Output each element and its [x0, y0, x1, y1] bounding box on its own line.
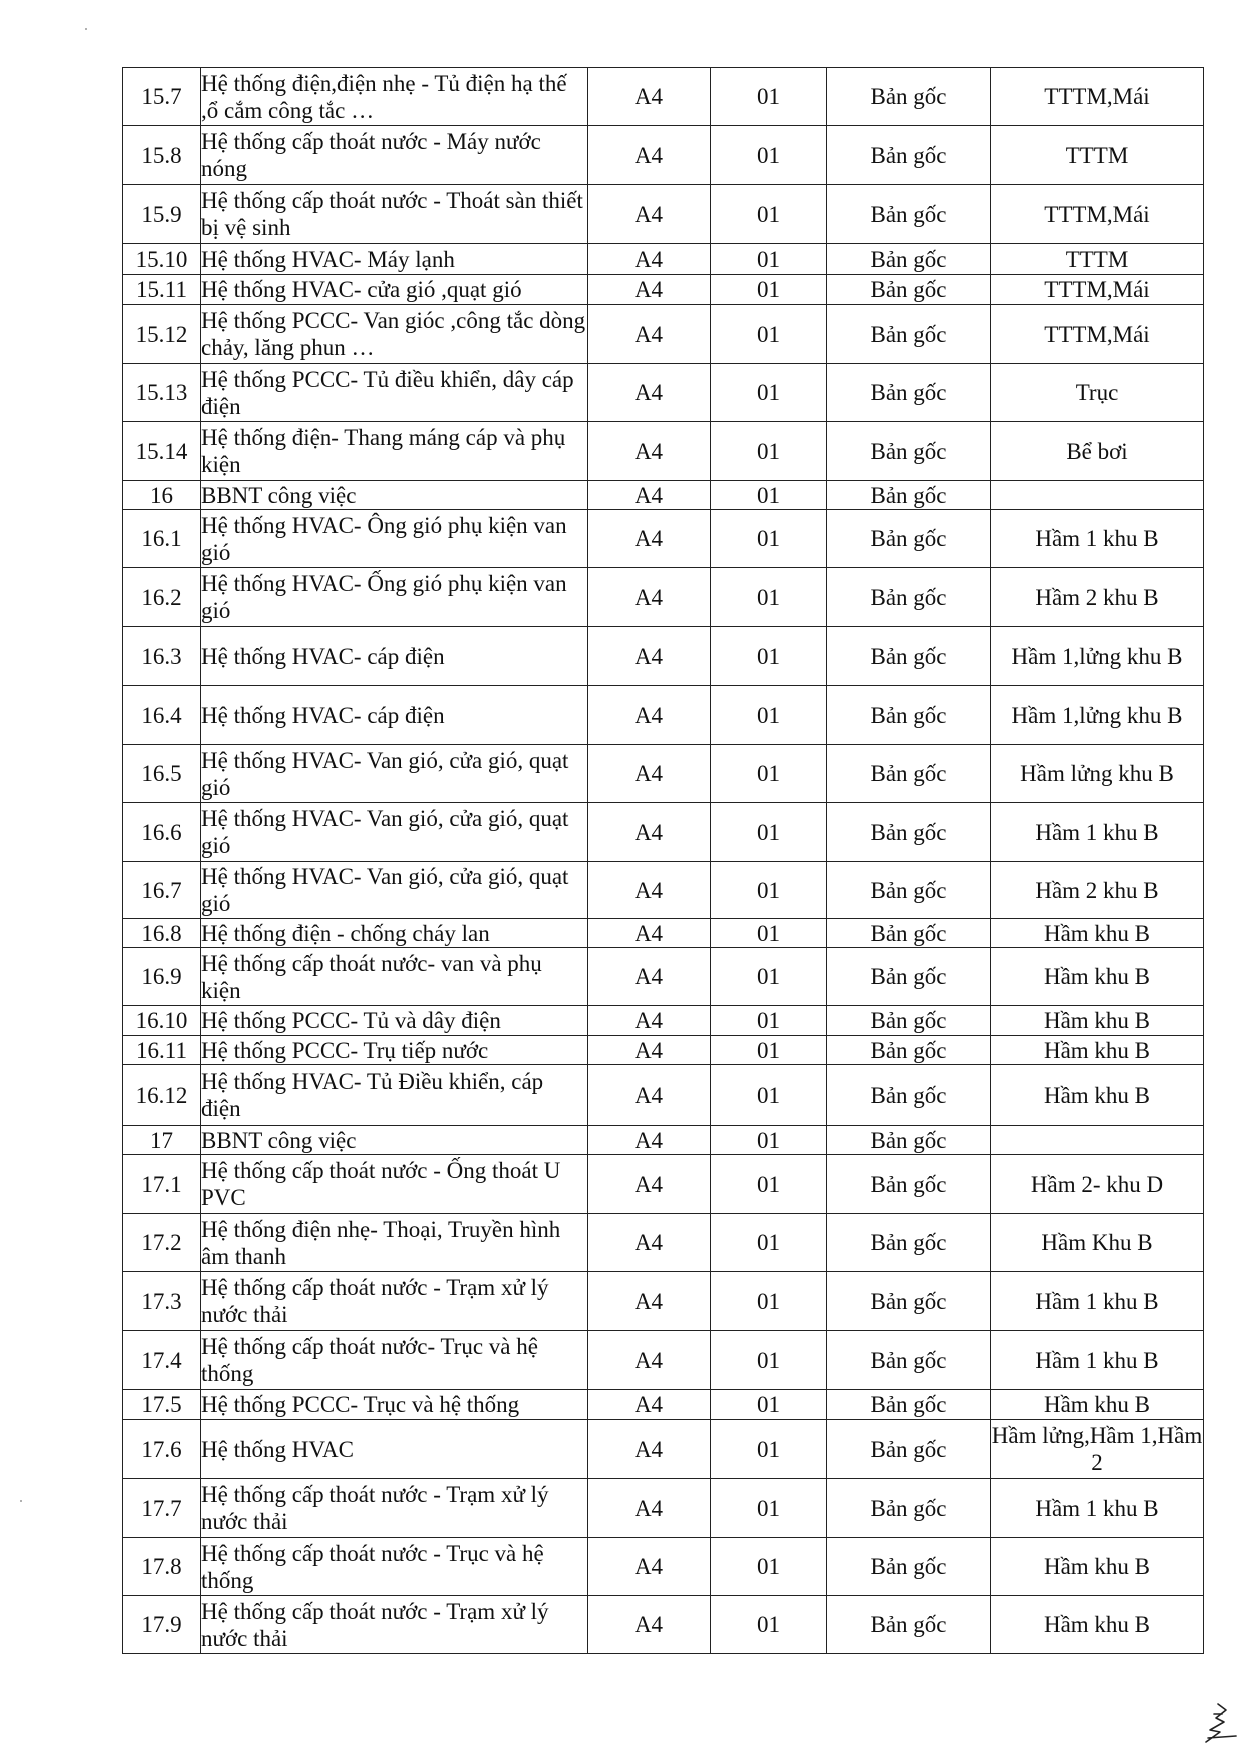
row-description-cell: Hệ thống HVAC- Tủ Điều khiển, cáp điện: [201, 1065, 588, 1126]
row-number-cell: 17.5: [123, 1390, 201, 1420]
table-row: [123, 919, 1204, 948]
row-description-cell: Hệ thống HVAC: [201, 1420, 588, 1479]
table-row: [123, 1006, 1204, 1036]
table-row: [123, 862, 1204, 919]
table-row: [123, 1126, 1204, 1155]
quantity-cell: 01: [711, 803, 827, 862]
quantity-cell: 01: [711, 1596, 827, 1654]
row-number-cell: 17.6: [123, 1420, 201, 1479]
quantity-cell: 01: [711, 568, 827, 627]
quantity-cell: 01: [711, 1538, 827, 1596]
scan-speck: [85, 28, 87, 30]
row-description-cell: BBNT công việc: [201, 1126, 588, 1155]
document-type-cell: Bản gốc: [827, 1331, 991, 1390]
quantity-cell: 01: [711, 686, 827, 745]
paper-size-cell: A4: [588, 244, 711, 275]
row-description-cell: Hệ thống HVAC- Ông gió phụ kiện van gió: [201, 510, 588, 568]
document-type-cell: Bản gốc: [827, 862, 991, 919]
row-description-cell: Hệ thống HVAC- Máy lạnh: [201, 244, 588, 275]
row-number-cell: 16: [123, 481, 201, 510]
location-cell: Hầm khu B: [991, 1538, 1204, 1596]
location-cell: TTTM,Mái: [991, 68, 1204, 126]
document-type-cell: Bản gốc: [827, 948, 991, 1006]
table-row: [123, 364, 1204, 422]
paper-size-cell: A4: [588, 305, 711, 364]
location-cell: Trục: [991, 364, 1204, 422]
quantity-cell: 01: [711, 244, 827, 275]
document-type-cell: Bản gốc: [827, 1479, 991, 1538]
location-cell: Hầm 2 khu B: [991, 568, 1204, 627]
document-type-cell: Bản gốc: [827, 686, 991, 745]
location-cell: TTTM,Mái: [991, 305, 1204, 364]
row-description-cell: Hệ thống PCCC- Tủ điều khiển, dây cáp điện: [201, 364, 588, 422]
quantity-cell: 01: [711, 126, 827, 185]
paper-size-cell: A4: [588, 745, 711, 803]
document-type-cell: Bản gốc: [827, 568, 991, 627]
row-number-cell: 15.11: [123, 275, 201, 305]
location-cell: TTTM,Mái: [991, 185, 1204, 244]
document-type-cell: Bản gốc: [827, 126, 991, 185]
row-description-cell: Hệ thống cấp thoát nước - Trạm xử lý nước thải: [201, 1479, 588, 1538]
row-number-cell: 17.9: [123, 1596, 201, 1654]
paper-size-cell: A4: [588, 862, 711, 919]
row-number-cell: 16.9: [123, 948, 201, 1006]
location-cell: TTTM: [991, 126, 1204, 185]
location-cell: Hầm 1,lửng khu B: [991, 686, 1204, 745]
row-number-cell: 17.1: [123, 1155, 201, 1214]
document-type-cell: Bản gốc: [827, 627, 991, 686]
document-type-cell: Bản gốc: [827, 510, 991, 568]
document-type-cell: Bản gốc: [827, 1538, 991, 1596]
row-description-cell: Hệ thống cấp thoát nước - Trạm xử lý nước thải: [201, 1272, 588, 1331]
table-row: [123, 686, 1204, 745]
quantity-cell: 01: [711, 1065, 827, 1126]
location-cell: Hầm khu B: [991, 1036, 1204, 1065]
row-number-cell: 16.6: [123, 803, 201, 862]
table-row: [123, 568, 1204, 627]
quantity-cell: 01: [711, 185, 827, 244]
row-number-cell: 16.7: [123, 862, 201, 919]
paper-size-cell: A4: [588, 627, 711, 686]
row-description-cell: Hệ thống điện,điện nhẹ - Tủ điện hạ thế ,ổ cắm công tắc …: [201, 68, 588, 126]
row-description-cell: Hệ thống cấp thoát nước - Trục và hệ thống: [201, 1538, 588, 1596]
row-description-cell: Hệ thống điện - chống cháy lan: [201, 919, 588, 948]
table-row: [123, 948, 1204, 1006]
table-row: [123, 1420, 1204, 1479]
document-type-cell: Bản gốc: [827, 305, 991, 364]
quantity-cell: 01: [711, 1006, 827, 1036]
row-description-cell: Hệ thống PCCC- Van gióc ,công tắc dòng chảy, lăng phun …: [201, 305, 588, 364]
row-number-cell: 15.14: [123, 422, 201, 481]
paper-size-cell: A4: [588, 126, 711, 185]
table-row: [123, 244, 1204, 275]
document-type-cell: Bản gốc: [827, 745, 991, 803]
location-cell: Hầm 2 khu B: [991, 862, 1204, 919]
quantity-cell: 01: [711, 948, 827, 1006]
document-type-cell: Bản gốc: [827, 803, 991, 862]
row-description-cell: Hệ thống PCCC- Tủ và dây điện: [201, 1006, 588, 1036]
row-number-cell: 17.8: [123, 1538, 201, 1596]
row-description-cell: Hệ thống cấp thoát nước- van và phụ kiện: [201, 948, 588, 1006]
table-row: [123, 422, 1204, 481]
table-row: [123, 1390, 1204, 1420]
paper-size-cell: A4: [588, 1155, 711, 1214]
location-cell: TTTM,Mái: [991, 275, 1204, 305]
row-description-cell: Hệ thống cấp thoát nước - Trạm xử lý nước thải: [201, 1596, 588, 1654]
row-number-cell: 17.2: [123, 1214, 201, 1272]
location-cell: Hầm 1 khu B: [991, 510, 1204, 568]
paper-size-cell: A4: [588, 364, 711, 422]
quantity-cell: 01: [711, 1390, 827, 1420]
row-number-cell: 16.4: [123, 686, 201, 745]
document-type-cell: Bản gốc: [827, 364, 991, 422]
table-row: [123, 1065, 1204, 1126]
quantity-cell: 01: [711, 745, 827, 803]
paper-size-cell: A4: [588, 1331, 711, 1390]
row-number-cell: 16.11: [123, 1036, 201, 1065]
row-number-cell: 17.4: [123, 1331, 201, 1390]
document-type-cell: Bản gốc: [827, 275, 991, 305]
paper-size-cell: A4: [588, 1126, 711, 1155]
document-type-cell: Bản gốc: [827, 1420, 991, 1479]
table-row: [123, 627, 1204, 686]
table-row: [123, 305, 1204, 364]
quantity-cell: 01: [711, 1420, 827, 1479]
paper-size-cell: A4: [588, 1272, 711, 1331]
row-description-cell: Hệ thống PCCC- Trục và hệ thống: [201, 1390, 588, 1420]
location-cell: Hầm khu B: [991, 948, 1204, 1006]
location-cell: Hầm 1 khu B: [991, 1331, 1204, 1390]
row-description-cell: Hệ thống cấp thoát nước - Thoát sàn thiết bị vệ sinh: [201, 185, 588, 244]
paper-size-cell: A4: [588, 1420, 711, 1479]
document-type-cell: Bản gốc: [827, 1390, 991, 1420]
row-number-cell: 16.10: [123, 1006, 201, 1036]
location-cell: Hầm lửng,Hầm 1,Hầm 2: [991, 1420, 1204, 1479]
paper-size-cell: A4: [588, 1006, 711, 1036]
document-type-cell: Bản gốc: [827, 919, 991, 948]
row-number-cell: 16.2: [123, 568, 201, 627]
quantity-cell: 01: [711, 1272, 827, 1331]
row-number-cell: 16.12: [123, 1065, 201, 1126]
paper-size-cell: A4: [588, 1065, 711, 1126]
paper-size-cell: A4: [588, 510, 711, 568]
location-cell: Hầm 1 khu B: [991, 1272, 1204, 1331]
table-row: [123, 275, 1204, 305]
quantity-cell: 01: [711, 1331, 827, 1390]
location-cell: Hầm 1 khu B: [991, 1479, 1204, 1538]
document-type-cell: Bản gốc: [827, 1596, 991, 1654]
document-type-cell: Bản gốc: [827, 185, 991, 244]
document-type-cell: Bản gốc: [827, 1126, 991, 1155]
paper-size-cell: A4: [588, 1479, 711, 1538]
table-row: [123, 1479, 1204, 1538]
document-type-cell: Bản gốc: [827, 1006, 991, 1036]
table-row: [123, 1272, 1204, 1331]
paper-size-cell: A4: [588, 275, 711, 305]
table-row: [123, 1331, 1204, 1390]
table-row: [123, 510, 1204, 568]
row-number-cell: 16.8: [123, 919, 201, 948]
row-number-cell: 15.13: [123, 364, 201, 422]
row-number-cell: 17.3: [123, 1272, 201, 1331]
document-type-cell: Bản gốc: [827, 422, 991, 481]
paper-size-cell: A4: [588, 568, 711, 627]
row-number-cell: 17.7: [123, 1479, 201, 1538]
paper-size-cell: A4: [588, 1036, 711, 1065]
paper-size-cell: A4: [588, 422, 711, 481]
quantity-cell: 01: [711, 919, 827, 948]
table-row: [123, 803, 1204, 862]
document-type-cell: Bản gốc: [827, 1036, 991, 1065]
table-row: [123, 1596, 1204, 1654]
row-description-cell: Hệ thống điện nhẹ- Thoại, Truyền hình âm thanh: [201, 1214, 588, 1272]
signature-icon: [1196, 1700, 1240, 1744]
row-description-cell: Hệ thống HVAC- Van gió, cửa gió, quạt gió: [201, 803, 588, 862]
quantity-cell: 01: [711, 422, 827, 481]
row-number-cell: 15.9: [123, 185, 201, 244]
paper-size-cell: A4: [588, 185, 711, 244]
document-type-cell: Bản gốc: [827, 68, 991, 126]
document-type-cell: Bản gốc: [827, 244, 991, 275]
document-type-cell: Bản gốc: [827, 1065, 991, 1126]
row-description-cell: Hệ thống HVAC- cáp điện: [201, 627, 588, 686]
paper-size-cell: A4: [588, 686, 711, 745]
location-cell: Hầm Khu B: [991, 1214, 1204, 1272]
row-description-cell: Hệ thống HVAC- cửa gió ,quạt gió: [201, 275, 588, 305]
quantity-cell: 01: [711, 1214, 827, 1272]
quantity-cell: 01: [711, 627, 827, 686]
paper-size-cell: A4: [588, 1390, 711, 1420]
location-cell: Hầm 1 khu B: [991, 803, 1204, 862]
document-type-cell: Bản gốc: [827, 1272, 991, 1331]
location-cell: Hầm 2- khu D: [991, 1155, 1204, 1214]
location-cell: Hầm khu B: [991, 919, 1204, 948]
table-row: [123, 1538, 1204, 1596]
quantity-cell: 01: [711, 510, 827, 568]
location-cell: Hầm khu B: [991, 1006, 1204, 1036]
document-table: [122, 67, 1204, 1654]
quantity-cell: 01: [711, 481, 827, 510]
quantity-cell: 01: [711, 1155, 827, 1214]
row-description-cell: Hệ thống HVAC- Ống gió phụ kiện van gió: [201, 568, 588, 627]
location-cell: [991, 1126, 1204, 1155]
document-type-cell: Bản gốc: [827, 1155, 991, 1214]
scan-speck: [20, 1500, 22, 1502]
paper-size-cell: A4: [588, 803, 711, 862]
quantity-cell: 01: [711, 305, 827, 364]
location-cell: TTTM: [991, 244, 1204, 275]
paper-size-cell: A4: [588, 948, 711, 1006]
paper-size-cell: A4: [588, 919, 711, 948]
table-row: [123, 68, 1204, 126]
table-row: [123, 126, 1204, 185]
row-description-cell: Hệ thống HVAC- Van gió, cửa gió, quạt gió: [201, 745, 588, 803]
row-number-cell: 15.12: [123, 305, 201, 364]
quantity-cell: 01: [711, 68, 827, 126]
row-description-cell: Hệ thống HVAC- cáp điện: [201, 686, 588, 745]
quantity-cell: 01: [711, 1126, 827, 1155]
location-cell: Hầm khu B: [991, 1065, 1204, 1126]
location-cell: Hầm khu B: [991, 1390, 1204, 1420]
row-description-cell: Hệ thống cấp thoát nước - Ống thoát U PVC: [201, 1155, 588, 1214]
row-number-cell: 17: [123, 1126, 201, 1155]
table-row: [123, 1155, 1204, 1214]
table-row: [123, 1036, 1204, 1065]
row-description-cell: Hệ thống cấp thoát nước - Máy nước nóng: [201, 126, 588, 185]
row-number-cell: 16.5: [123, 745, 201, 803]
quantity-cell: 01: [711, 275, 827, 305]
paper-size-cell: A4: [588, 1596, 711, 1654]
document-type-cell: Bản gốc: [827, 481, 991, 510]
quantity-cell: 01: [711, 364, 827, 422]
row-number-cell: 15.10: [123, 244, 201, 275]
table-row: [123, 745, 1204, 803]
location-cell: Hầm khu B: [991, 1596, 1204, 1654]
table-row: [123, 1214, 1204, 1272]
row-number-cell: 15.8: [123, 126, 201, 185]
document-type-cell: Bản gốc: [827, 1214, 991, 1272]
table-row: [123, 481, 1204, 510]
row-description-cell: Hệ thống PCCC- Trụ tiếp nước: [201, 1036, 588, 1065]
location-cell: [991, 481, 1204, 510]
quantity-cell: 01: [711, 1036, 827, 1065]
row-number-cell: 15.7: [123, 68, 201, 126]
row-description-cell: Hệ thống điện- Thang máng cáp và phụ kiện: [201, 422, 588, 481]
paper-size-cell: A4: [588, 68, 711, 126]
location-cell: Hầm 1,lửng khu B: [991, 627, 1204, 686]
table-row: [123, 185, 1204, 244]
location-cell: Hầm lửng khu B: [991, 745, 1204, 803]
row-description-cell: Hệ thống cấp thoát nước- Trục và hệ thống: [201, 1331, 588, 1390]
row-description-cell: BBNT công việc: [201, 481, 588, 510]
quantity-cell: 01: [711, 862, 827, 919]
quantity-cell: 01: [711, 1479, 827, 1538]
paper-size-cell: A4: [588, 1214, 711, 1272]
paper-size-cell: A4: [588, 481, 711, 510]
row-number-cell: 16.3: [123, 627, 201, 686]
row-description-cell: Hệ thống HVAC- Van gió, cửa gió, quạt gió: [201, 862, 588, 919]
paper-size-cell: A4: [588, 1538, 711, 1596]
location-cell: Bể bơi: [991, 422, 1204, 481]
row-number-cell: 16.1: [123, 510, 201, 568]
